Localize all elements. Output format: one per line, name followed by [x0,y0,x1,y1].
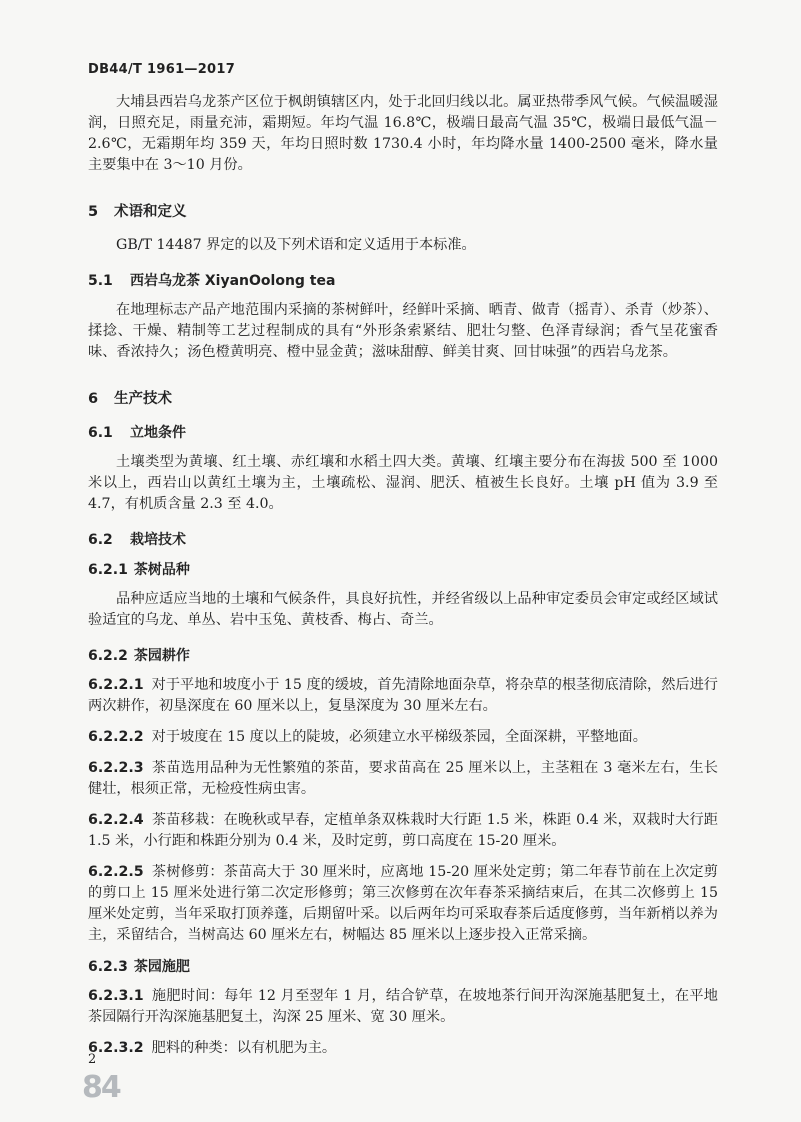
subsection-title: 茶园耕作 [133,648,190,664]
clause-item [88,675,718,717]
clause-text: 对于平地和坡度小于 15 度的缓坡，首先清除地面杂草，将杂草的根茎彻底清除，然后进行两次耕作，初垦深度在 60 厘米以上，复垦深度为 30 厘米左右。 [88,677,718,714]
section-heading-5 [88,200,718,221]
subsection-title: 茶园施肥 [133,959,190,975]
subsection-title: 栽培技术 [130,532,186,548]
clause-item [88,986,718,1028]
clause-text: 茶苗选用品种为无性繁殖的茶苗，要求苗高在 25 厘米以上，主茎粗在 3 毫米左右，生长健壮，根须正常，无检疫性病虫害。 [88,760,718,797]
subsection-number: 6.2 [88,532,113,548]
section-number: 6 [88,391,99,407]
subsection-5-1-paragraph: 在地理标志产品产地范围内采摘的茶树鲜叶，经鲜叶采摘、晒青、做青（摇青）、杀青（炒茶）、揉捻、干燥、精制等工艺过程制成的具有“外形条索紧结、肥壮匀整、色泽青绿润；香气呈花蜜香味、香浓持久；汤色橙黄明亮、橙中显金黄；滋味甜醇、鲜美甘爽、回甘味强”的西岩乌龙茶。 [88,302,718,360]
clause-list-6-2-3 [88,986,718,1059]
section-number: 5 [88,204,99,220]
clause-number: 6.2.2.4 [88,812,144,828]
clause-number: 6.2.2.2 [88,729,144,745]
subsection-6-2-1-paragraph: 品种应适应当地的土壤和气候条件，具良好抗性，并经省级以上品种审定委员会审定或经区域试验适宜的乌龙、单丛、岩中玉兔、黄枝香、梅占、奇兰。 [88,591,718,628]
subsection-number: 5.1 [88,273,113,289]
subsection-heading-5-1 [88,270,718,290]
clause-text: 茶树修剪：茶苗高大于 30 厘米时，应离地 15-20 厘米处定剪；第二年春节前在上次定剪的剪口上 15 厘米处进行第二次定形修剪；第三次修剪在次年春茶采摘结束后，在其二次修剪上 15 厘米处定剪，当年采取打顶养蓬，后期留叶采。以后两年均可采取春茶后适度修剪，当年新梢以养为主，采留结合，当树高达 60 厘米左右，树幅达 85 厘米以上逐步投入正常采摘。 [88,864,718,943]
intro-paragraph: 大埔县西岩乌龙茶产区位于枫朗镇辖区内，处于北回归线以北。属亚热带季风气候。气候温暖湿润，日照充足，雨量充沛，霜期短。年均气温 16.8℃，极端日最高气温 35℃，极端日最低气温－2.6℃，无霜期年均 359 天，年均日照时数 1730.4 小时，年均降水量 1400-2500 毫米，降水量主要集中在 3～10 月份。 [88,94,718,173]
document-code: DB44/T 1961—2017 [88,62,236,77]
clause-item [88,727,718,748]
section-title: 术语和定义 [114,204,187,220]
subsection-number: 6.2.1 [88,562,128,578]
clause-number: 6.2.2.1 [88,677,144,693]
document-body [88,92,718,1069]
section-heading-6 [88,387,718,408]
clause-number: 6.2.3.1 [88,988,144,1004]
subsection-heading-6-2-3 [88,956,718,976]
section-5-paragraph: GB/T 14487 界定的以及下列术语和定义适用于本标准。 [116,237,476,253]
clause-item [88,810,718,852]
subsection-title: 立地条件 [130,425,186,441]
subsection-heading-6-2-2 [88,645,718,665]
clause-item [88,862,718,946]
clause-number: 6.2.2.3 [88,760,144,776]
subsection-title: 西岩乌龙茶 XiyanOolong tea [130,273,336,289]
subsection-heading-6-2-1 [88,559,718,579]
clause-number: 6.2.3.2 [88,1040,144,1056]
subsection-title: 茶树品种 [133,562,190,578]
subsection-number: 6.2.2 [88,648,128,664]
subsection-heading-6-1 [88,422,718,442]
clause-number: 6.2.2.5 [88,864,144,880]
subsection-number: 6.2.3 [88,959,128,975]
corner-stamp: 84 [82,1070,120,1105]
subsection-6-1-paragraph: 土壤类型为黄壤、红土壤、赤红壤和水稻土四大类。黄壤、红壤主要分布在海拔 500 至 1000 米以上，西岩山以黄红土壤为主，土壤疏松、湿润、肥沃、植被生长良好。土壤 pH 值为 3.9 至 4.7，有机质含量 2.3 至 4.0。 [88,454,718,512]
clause-text: 对于坡度在 15 度以上的陡坡，必须建立水平梯级茶园，全面深耕，平整地面。 [151,729,647,745]
clause-text: 肥料的种类：以有机肥为主。 [151,1040,337,1056]
clause-text: 茶苗移栽：在晚秋或早春，定植单条双株栽时大行距 1.5 米，株距 0.4 米，双栽时大行距 1.5 米，小行距和株距分别为 0.4 米，及时定剪，剪口高度在 15-20 厘米。 [88,812,718,849]
clause-text: 施肥时间：每年 12 月至翌年 1 月，结合铲草，在坡地茶行间开沟深施基肥复土，在平地茶园隔行开沟深施基肥复土，沟深 25 厘米、宽 30 厘米。 [88,988,718,1025]
clause-item [88,758,718,800]
section-title: 生产技术 [114,391,172,407]
clause-list-6-2-2 [88,675,718,946]
subsection-heading-6-2 [88,529,718,549]
page-number: 2 [88,1052,97,1067]
subsection-number: 6.1 [88,425,113,441]
clause-item [88,1038,718,1059]
